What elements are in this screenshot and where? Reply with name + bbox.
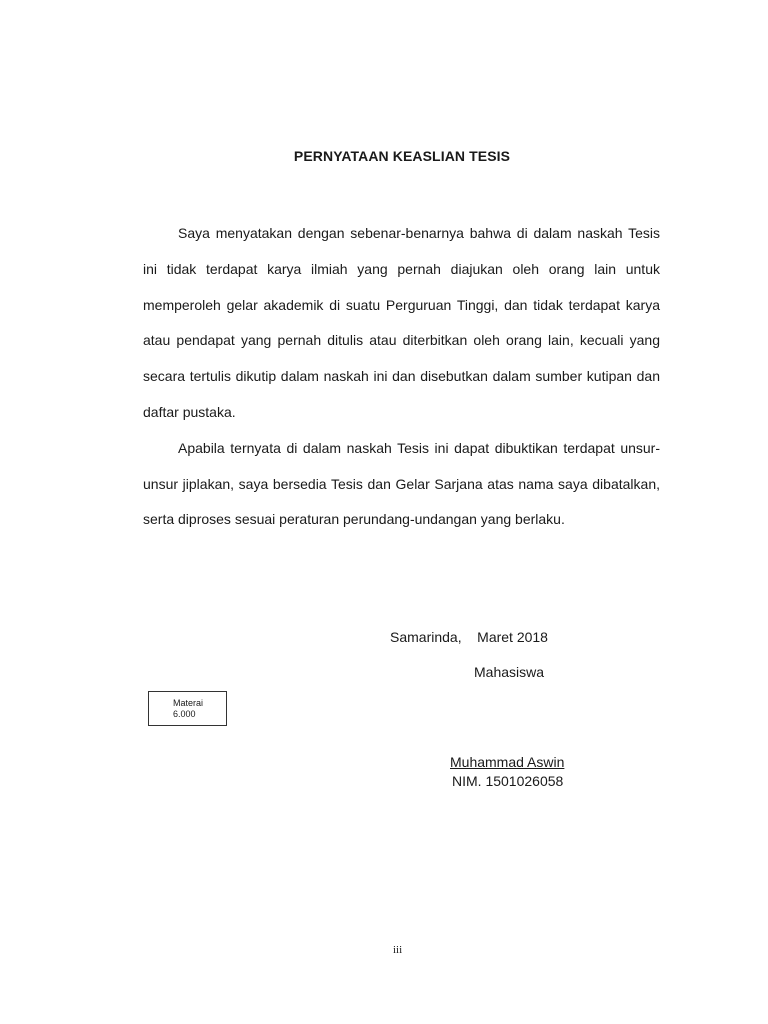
statement-paragraph-2: Apabila ternyata di dalam naskah Tesis ini dapat dibuktikan terdapat unsur-unsur jiplakan, saya bersedia Tesis dan Gelar Sarjana atas nama saya dibatalkan, serta diproses sesuai peraturan perundang-undangan yang berlaku. [143,439,660,528]
signer-role: Mahasiswa [474,664,545,680]
statement-body [143,216,660,538]
place-date: Samarinda, Maret 2018 [390,629,548,645]
signer-name: Muhammad Aswin [450,754,565,770]
stamp-value: 6.000 [173,709,196,719]
page-number: iii [393,944,403,956]
stamp-label: Materai [173,698,204,708]
stamp-duty-box [148,691,227,726]
statement-paragraph-1: Saya menyatakan dengan sebenar-benarnya bahwa di dalam naskah Tesis ini tidak terdapat karya ilmiah yang pernah diajukan oleh orang lain untuk memperoleh gelar akademik di suatu Perguruan Tinggi, dan tidak terdapat karya atau pendapat yang pernah ditulis atau diterbitkan oleh orang lain, kecuali yang secara tertulis dikutip dalam naskah ini dan disebutkan dalam sumber kutipan dan daftar pustaka. [143,225,660,420]
signer-nim: NIM. 1501026058 [452,773,564,789]
page-title: PERNYATAAN KEASLIAN TESIS [293,148,511,164]
